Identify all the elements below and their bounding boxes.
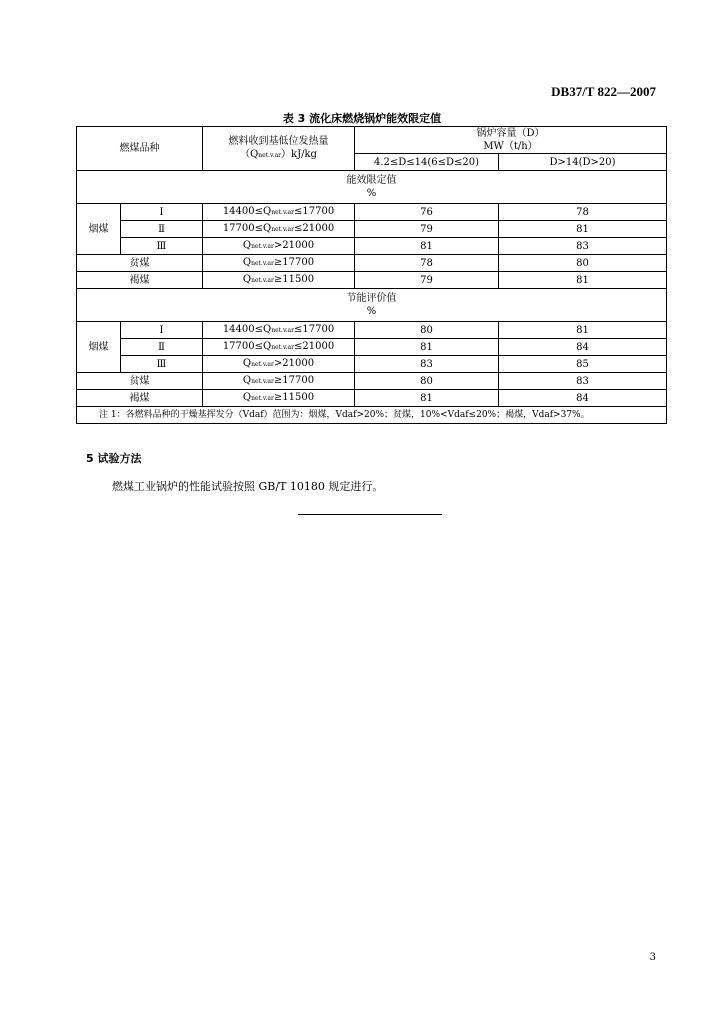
- value-cell: 84: [499, 339, 667, 356]
- end-rule: [298, 514, 442, 515]
- range-q: Q: [242, 375, 252, 386]
- table-row: [77, 373, 667, 390]
- value-cell: 83: [499, 373, 667, 390]
- header-capacity: [355, 127, 667, 154]
- lignite-label: 褐煤: [77, 272, 203, 289]
- value-cell: 83: [499, 238, 667, 255]
- range-sub: net.v.ar: [251, 243, 274, 250]
- range-sub: net.v.ar: [251, 260, 274, 267]
- section-energy-saving: [77, 289, 667, 322]
- table-note: 注 1：各燃料品种的干燥基挥发分（Vdaf）范围为：烟煤，Vdaf>20%；贫煤，10%<Vdaf≤20%；褐煤，Vdaf>37%。: [77, 407, 667, 424]
- section-heading: 5 试验方法: [86, 452, 142, 465]
- range-sub: net.v.ar: [271, 226, 294, 233]
- table-title: 表 3 流化床燃烧锅炉能效限定值: [282, 112, 442, 125]
- range-post: >21000: [273, 240, 315, 251]
- capacity-line2: MW（t/h）: [483, 141, 538, 152]
- grade-cell: Ⅲ: [121, 356, 203, 373]
- range-post: ≤21000: [293, 341, 335, 352]
- section-row: [77, 289, 667, 322]
- value-cell: 81: [355, 390, 499, 407]
- section-unit: %: [366, 188, 377, 199]
- header-cap-col1: 4.2≤D≤14(6≤D≤20): [355, 154, 499, 171]
- value-cell: 80: [499, 255, 667, 272]
- range-sub: net.v.ar: [251, 277, 274, 284]
- header-cap-col2: D>14(D>20): [499, 154, 667, 171]
- value-cell: 85: [499, 356, 667, 373]
- range-sub: net.v.ar: [251, 395, 274, 402]
- range-q: Q: [242, 392, 252, 403]
- range-pre: 17700≤: [222, 223, 264, 234]
- range-q: Q: [263, 206, 272, 217]
- value-cell: 81: [499, 272, 667, 289]
- section-limit-value: [77, 171, 667, 204]
- value-cell: 81: [355, 339, 499, 356]
- value-cell: 81: [499, 322, 667, 339]
- heat-q: Q: [250, 149, 259, 160]
- heat-range-cell: [203, 238, 355, 255]
- heat-range-cell: [203, 373, 355, 390]
- heat-value-line1: 燃料收到基低位发热量: [228, 136, 329, 147]
- grade-cell: Ⅱ: [121, 221, 203, 238]
- lean-coal-label: 贫煤: [77, 373, 203, 390]
- range-post: ≤17700: [293, 206, 335, 217]
- header-coal-type: 燃煤品种: [77, 127, 203, 171]
- table-row: [77, 390, 667, 407]
- note-row: [77, 407, 667, 424]
- body-paragraph: 燃煤工业锅炉的性能试验按照 GB/T 10180 规定进行。: [112, 480, 384, 493]
- grade-cell: Ⅰ: [121, 204, 203, 221]
- section-title: 能效限定值: [346, 175, 397, 186]
- range-q: Q: [263, 223, 272, 234]
- value-cell: 78: [355, 255, 499, 272]
- grade-cell: Ⅱ: [121, 339, 203, 356]
- lean-coal-label: 贫煤: [77, 255, 203, 272]
- range-post: ≥11500: [273, 274, 315, 285]
- efficiency-table: [76, 126, 667, 424]
- table-row: [77, 272, 667, 289]
- table-row: [77, 204, 667, 221]
- heat-range-cell: [203, 272, 355, 289]
- value-cell: 78: [499, 204, 667, 221]
- heat-sub: net.v.ar: [258, 152, 282, 159]
- range-sub: net.v.ar: [271, 209, 294, 216]
- section-row: [77, 171, 667, 204]
- heat-open: （: [240, 149, 251, 160]
- table-row: [77, 356, 667, 373]
- heat-range-cell: [203, 255, 355, 272]
- bituminous-label: 烟煤: [77, 322, 121, 373]
- header-heat-value: [203, 127, 355, 171]
- value-cell: 80: [355, 373, 499, 390]
- heat-range-cell: [203, 221, 355, 238]
- range-post: ≤17700: [293, 324, 335, 335]
- range-q: Q: [242, 358, 252, 369]
- value-cell: 79: [355, 221, 499, 238]
- range-pre: 14400≤: [222, 206, 264, 217]
- heat-value-line2: [203, 148, 354, 162]
- range-post: ≥17700: [273, 257, 315, 268]
- value-cell: 76: [355, 204, 499, 221]
- table-row: [77, 322, 667, 339]
- value-cell: 81: [355, 238, 499, 255]
- range-q: Q: [263, 341, 272, 352]
- heat-unit: ）kJ/kg: [281, 149, 317, 160]
- range-q: Q: [242, 240, 252, 251]
- range-post: ≥17700: [273, 375, 315, 386]
- value-cell: 80: [355, 322, 499, 339]
- table-row: [77, 221, 667, 238]
- range-pre: 14400≤: [222, 324, 264, 335]
- value-cell: 84: [499, 390, 667, 407]
- range-q: Q: [242, 257, 252, 268]
- range-sub: net.v.ar: [271, 327, 294, 334]
- value-cell: 83: [355, 356, 499, 373]
- heat-range-cell: [203, 356, 355, 373]
- heat-range-cell: [203, 339, 355, 356]
- range-post: ≤21000: [293, 223, 335, 234]
- value-cell: 81: [499, 221, 667, 238]
- grade-cell: Ⅲ: [121, 238, 203, 255]
- lignite-label: 褐煤: [77, 390, 203, 407]
- bituminous-label: 烟煤: [77, 204, 121, 255]
- grade-cell: Ⅰ: [121, 322, 203, 339]
- heat-range-cell: [203, 204, 355, 221]
- table-row: [77, 339, 667, 356]
- range-q: Q: [263, 324, 272, 335]
- document-code: DB37/T 822—2007: [551, 84, 656, 99]
- heat-range-cell: [203, 390, 355, 407]
- table-row: [77, 255, 667, 272]
- range-post: >21000: [273, 358, 315, 369]
- range-q: Q: [242, 274, 252, 285]
- range-post: ≥11500: [273, 392, 315, 403]
- table-row: [77, 238, 667, 255]
- page-number: 3: [649, 952, 656, 963]
- range-sub: net.v.ar: [271, 344, 294, 351]
- capacity-line1: 锅炉容量（D）: [476, 128, 545, 139]
- value-cell: 79: [355, 272, 499, 289]
- range-sub: net.v.ar: [251, 378, 274, 385]
- section-title: 节能评价值: [346, 293, 397, 304]
- section-unit: %: [366, 306, 377, 317]
- range-sub: net.v.ar: [251, 361, 274, 368]
- range-pre: 17700≤: [222, 341, 264, 352]
- heat-range-cell: [203, 322, 355, 339]
